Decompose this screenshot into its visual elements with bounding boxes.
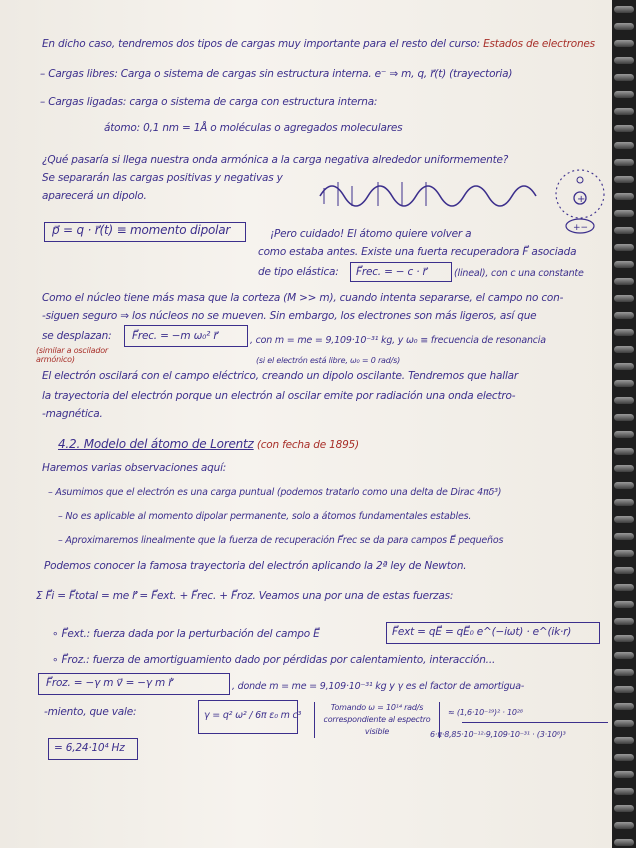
gamma-formula: γ = q² ω² / 6π ε₀ m c³ (204, 710, 302, 721)
text-line: El electrón oscilará con el campo eléctrico, creando un dipolo oscilante. Tendremos que hallar (42, 370, 519, 382)
text-line: Como el núcleo tiene más masa que la corteza (M >> m), cuando intenta separarse, el campo no con- (42, 292, 564, 304)
spiral-coil (614, 788, 634, 795)
notebook-spiral (612, 0, 636, 848)
restoring-force-formula: F⃗rec. = − c · r⃗ (356, 266, 427, 278)
text-line: Podemos conocer la famosa trayectoria del electrón aplicando la 2ª ley de Newton. (44, 560, 467, 572)
spiral-coil (614, 159, 634, 166)
text-line: (lineal), con c una constante (454, 268, 584, 279)
spiral-coil (614, 312, 634, 319)
spiral-coil (614, 754, 634, 761)
spiral-coil (614, 703, 634, 710)
spiral-coil (614, 516, 634, 523)
svg-text:+: + (577, 194, 586, 205)
text-line: ¡Pero cuidado! El átomo quiere volver a (270, 228, 472, 240)
spiral-coil (614, 278, 634, 285)
text-line: se desplazan: (42, 330, 112, 342)
spiral-coil (614, 363, 634, 370)
spiral-coil (614, 108, 634, 115)
friction-force-formula: F⃗roz. = −γ m v⃗ = −γ m r⃗̇ (46, 677, 173, 689)
text-line: ∘ F⃗roz.: fuerza de amortiguamiento dado por pérdidas por calentamiento, interacción... (52, 654, 496, 666)
text-line: -magnética. (42, 408, 103, 420)
spiral-coil (614, 295, 634, 302)
spiral-coil (614, 91, 634, 98)
newton-equation: Σ F⃗i = F⃗total = me r⃗̈ = F⃗ext. + F⃗rec. + F⃗roz. Veamos una por una de estas fuerzas: (36, 590, 454, 602)
annotation-note: (similar a oscilador armónico) (36, 346, 109, 364)
text-line: Se separarán las cargas positivas y negativas y (42, 172, 283, 184)
spiral-coil (614, 567, 634, 574)
spiral-coil (614, 346, 634, 353)
spiral-coil (614, 23, 634, 30)
text-line: -siguen seguro ⇒ los núcleos no se mueven. Sin embargo, los electrones son más ligeros, así que (42, 310, 537, 322)
fraction-bar (462, 722, 608, 723)
spiral-coil (614, 125, 634, 132)
spiral-coil (614, 414, 634, 421)
external-force-formula: F⃗ext = qE⃗ = qE⃗₀ e^(−iωt) · e^(ik·r) (392, 626, 572, 638)
spiral-coil (614, 329, 634, 336)
text-line: ∘ F⃗ext.: fuerza dada por la perturbación del campo E⃗ (52, 628, 320, 640)
gamma-numerator: ≈ (1,6·10⁻¹⁹)² · 10²⁸ (448, 708, 523, 717)
spiral-coil (614, 176, 634, 183)
spiral-coil (614, 244, 634, 251)
spiral-coil (614, 652, 634, 659)
text-line: la trayectoria del electrón porque un electrón al oscilar emite por radiación una onda electro- (42, 390, 516, 402)
spiral-coil (614, 686, 634, 693)
spiral-coil (614, 737, 634, 744)
text-line: – Cargas libres: Carga o sistema de cargas sin estructura interna. e⁻ ⇒ m, q, r⃗(t) (trayectoria) (40, 68, 513, 80)
spiral-coil (614, 550, 634, 557)
gamma-denominator: 6·π·8,85·10⁻¹²·9,109·10⁻³¹ · (3·10⁸)³ (430, 730, 566, 739)
list-item: – Asumimos que el electrón es una carga puntual (podemos tratarlo como una delta de Dirac 4πδ³) (48, 487, 502, 498)
spiral-coil (614, 74, 634, 81)
text-line: , con m = me = 9,109·10⁻³¹ kg, y ω₀ ≡ frecuencia de resonancia (250, 335, 546, 346)
spiral-coil (614, 261, 634, 268)
spiral-coil (614, 618, 634, 625)
dipole-formula: p⃗ = q · r⃗(t) ≡ momento dipolar (52, 223, 231, 237)
spiral-coil (614, 669, 634, 676)
spiral-coil (614, 482, 634, 489)
spiral-coil (614, 822, 634, 829)
spiral-coil (614, 397, 634, 404)
spiral-coil (614, 193, 634, 200)
text-line: – Cargas ligadas: carga o sistema de carga con estructura interna: (40, 96, 378, 108)
text-line: aparecerá un dipolo. (42, 190, 147, 202)
section-heading: 4.2. Modelo del átomo de Lorentz (con fecha de 1895) (58, 437, 359, 451)
text-line: de tipo elástica: (258, 266, 339, 278)
list-item: – Aproximaremos linealmente que la fuerza de recuperación F⃗rec se da para campos E⃗ pequeños (58, 535, 504, 546)
spiral-coil (614, 227, 634, 234)
text-line: -miento, que vale: (44, 706, 137, 718)
text-line: átomo: 0,1 nm = 1Å o moléculas o agregados moleculares (104, 122, 403, 134)
gamma-result: = 6,24·10⁴ Hz (54, 742, 125, 754)
spiral-coil (614, 499, 634, 506)
spiral-coil (614, 380, 634, 387)
spiral-coil (614, 533, 634, 540)
svg-text:+−: +− (573, 223, 589, 233)
spiral-coil (614, 601, 634, 608)
text-line: , donde m = me = 9,109·10⁻³¹ kg y γ es el factor de amortigua- (232, 681, 525, 692)
text-line: ¿Qué pasaría si llega nuestra onda armónica a la carga negativa alrededor uniformemente? (42, 154, 509, 166)
text-line: (si el electrón está libre, ω₀ = 0 rad/s) (256, 356, 401, 365)
spiral-coil (614, 839, 634, 846)
spiral-coil (614, 448, 634, 455)
spiral-coil (614, 142, 634, 149)
omega-note: Tomando ω = 10¹⁴ rad/s correspondiente al espectro visible (314, 702, 440, 738)
spiral-coil (614, 635, 634, 642)
electron-force-formula: F⃗rec. = −m ω₀² r⃗ (132, 330, 218, 342)
spiral-coil (614, 805, 634, 812)
spiral-coil (614, 210, 634, 217)
text-line: como estaba antes. Existe una fuerta recuperadora F⃗ asociada (258, 246, 577, 258)
spiral-coil (614, 465, 634, 472)
spiral-coil (614, 40, 634, 47)
spiral-coil (614, 6, 634, 13)
wave-atom-sketch (318, 168, 608, 234)
spiral-coil (614, 720, 634, 727)
text-line: En dicho caso, tendremos dos tipos de cargas muy importante para el resto del curso: Estados de electrones (42, 38, 595, 50)
text-line: Haremos varias observaciones aquí: (42, 462, 227, 474)
spiral-coil (614, 431, 634, 438)
spiral-coil (614, 57, 634, 64)
spiral-coil (614, 584, 634, 591)
spiral-coil (614, 771, 634, 778)
list-item: – No es aplicable al momento dipolar permanente, solo a átomos fundamentales estables. (58, 511, 472, 522)
